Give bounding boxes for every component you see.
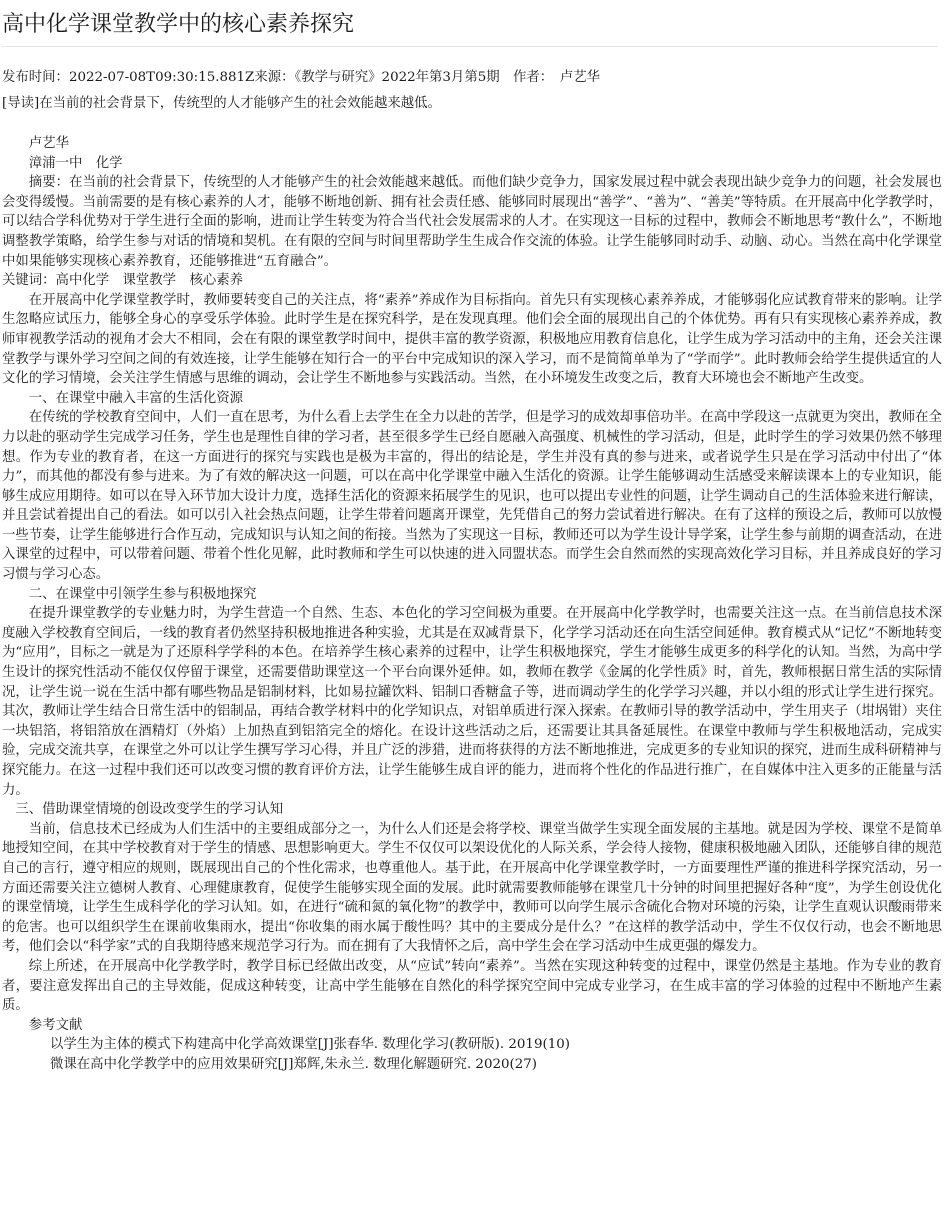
abstract: 摘要：在当前的社会背景下，传统型的人才能够产生的社会效能越来越低。而他们缺少竞争力，国家发展过程中就会表现出缺少竞争力的问题，社会发展也会变得缓慢。当前需要的是有核心素养的人才，能够不断地创新、拥有社会责任感、能够同时展现出“善学”、“善为”、“善美”等特质。在开展高中化学教学时，可以结合学科优势对于学生进行全面的影响，进而让学生转变为符合当代社会发展需求的人才。在实现这一目标的过程中，教师会不断地思考“教什么”，不断地调整教学策略，给学生参与对话的情境和契机。在有限的空间与时间里帮助学生生成合作交流的体验。让学生能够同时动手、动脑、动心。当然在高中化学课堂中如果能够实现核心素养教育，还能够推进“五育融合”。: [2, 175, 942, 269]
section-body-2: 在提升课堂教学的专业魅力时，为学生营造一个自然、生态、本色化的学习空间极为重要。在开展高中化学教学时，也需要关注这一点。在当前信息技术深度融入学校教育空间后，一线的教育者仍然坚持积极地推进各种实验，尤其是在双减背景下，化学学习活动还在向生活空间延伸。教育模式从“记忆”不断地转变为“应用”，目标之一就是为了还原科学学科的本色。在培养学生核心素养的过程中，让学生积极地探究，学生才能够生成更多的科学化的认知。当然，为高中学生设计的探究性活动不能仅仅停留于课堂，还需要借助课堂这一个平台向课外延伸。如，教师在教学《金属的化学性质》时，首先，教师根据日常生活的实际情况，让学生说一说在生活中都有哪些物品是铝制材料，比如易拉罐饮料、铝制口香糖盒子等，进而调动学生的化学学习兴趣，并以小组的形式让学生进行探究。其次，教师让学生结合日常生活中的铝制品，再结合教学材料中的化学知识点，对铝单质进行深入探索。在教师引导的教学活动中，学生用夹子（坩埚钳）夹住一块铝箔，将铝箔放在酒精灯（外焰）上加热直到铝箔完全的熔化。在设计这些活动之后，还需要让其具备延展性。在课堂中教师与学生积极地活动，完成实验，完成交流共享，在课堂之外可以让学生撰写学习心得，并且广泛的涉猎，进而将获得的方法不断地推进，完成更多的专业知识的探究，进而生成科研精神与探究能力。在这一过程中我们还可以改变习惯的教育评价方法，让学生能够生成自评的能力，进而将个性化的作品进行推广，在自媒体中注入更多的正能量与活力。: [2, 606, 942, 798]
reference-item: 以学生为主体的模式下构建高中化学高效课堂[J]张春华. 数理化学习(教研版). 2019(10): [50, 1037, 570, 1053]
author-name: 卢艺华: [28, 136, 69, 151]
article-meta: 发布时间：2022-07-08T09:30:15.881Z来源：《教学与研究》2022年第3月第5期 作者： 卢艺华: [2, 70, 601, 85]
references-heading: 参考文献: [28, 1017, 83, 1033]
section-heading-2: 二、在课堂中引领学生参与积极地探究: [28, 586, 257, 602]
intro-paragraph: 在开展高中化学课堂教学时，教师要转变自己的关注点，将“素养”养成作为目标指向。首先只有实现核心素养养成，才能够弱化应试教育带来的影响。让学生忽略应试压力，能够全身心的享受乐学体验。此时学生是在探究科学，是在发现真理。他们会全面的展现出自己的个体优势。再有只有实现核心素养养成，教师审视教学活动的视角才会大不相同，会在有限的课堂教学时间中，提供丰富的教学资源，积极地应用教育信息化，让学生成为学习活动中的主角，还会关注课堂教学与课外学习空间之间的有效连接，让学生能够在知行合一的平台中完成知识的深入学习，而不是简简单单为了“学而学”。此时教师会给学生提供适宜的人文化的学习情境，会关注学生情感与思维的调动，会让学生不断地参与实践活动。当然，在小环境发生改变之后，教育大环境也会不断地产生改变。: [2, 292, 942, 387]
section-heading-3: 三、借助课堂情境的创设改变学生的学习认知: [15, 802, 284, 818]
page-title: 高中化学课堂教学中的核心素养探究: [2, 8, 938, 47]
conclusion-paragraph: 综上所述，在开展高中化学教学时，教学目标已经做出改变，从“应试”转向“素养”。当然在实现这种转变的过程中，课堂仍然是主基地。作为专业的教育者，要注意发挥出自己的主导效能，促成这种转变，让高中学生能够在自然化的科学探究空间中完成专业学习，在生成丰富的学习体验的过程中不断地产生素质。: [2, 958, 942, 1014]
author-affiliation: 漳浦一中 化学: [28, 155, 123, 171]
article-lead: [导读]在当前的社会背景下，传统型的人才能够产生的社会效能越来越低。: [2, 96, 441, 111]
section-body-3: 当前，信息技术已经成为人们生活中的主要组成部分之一，为什么人们还是会将学校、课堂当做学生实现全面发展的主基地。就是因为学校、课堂不是简单地授知空间，在其中学校教育对于学生的情感、思想影响更大。学生不仅仅可以架设优化的人际关系，学会待人接物，健康积极地融入团队，还能够自律的规范自己的言行，遵守相应的规则，既展现出自己的个性化需求，也尊重他人。基于此，在开展高中化学课堂教学时，一方面要理性严谨的推进科学探究活动，另一方面还需要关注立德树人教育、心理健康教育，促使学生能够实现全面的发展。此时就需要教师能够在课堂几十分钟的时间里把握好各种“度”，为学生创设优化的课堂情境，让学生生成科学化的学习认知。如，在进行“硫和氮的氧化物”的教学中，教师可以向学生展示含硫化合物对环境的污染，让学生直观认识酸雨带来的危害。也可以组织学生在课前收集雨水，提出“你收集的雨水属于酸性吗？其中的主要成分是什么？”在这样的教学活动中，学生不仅仅行动，也会不断地思考，他们会以“科学家”式的自我期待感来规范学习行为。而在拥有了大我情怀之后，高中学生会在学习活动中生成更强的爆发力。: [2, 821, 942, 955]
keywords: 关键词：高中化学 课堂教学 核心素养: [2, 273, 244, 289]
section-heading-1: 一、在课堂中融入丰富的生活化资源: [28, 390, 244, 406]
reference-item: 微课在高中化学教学中的应用效果研究[J]郑辉,朱永兰. 数理化解题研究. 2020(27): [50, 1056, 537, 1072]
article-body: [2, 134, 942, 1075]
section-body-1: 在传统的学校教育空间中，人们一直在思考，为什么看上去学生在全力以赴的苦学，但是学习的成效却事倍功半。在高中学段这一点就更为突出，教师在全力以赴的驱动学生完成学习任务，学生也是理性自律的学习者，甚至很多学生已经自愿融入高强度、机械性的学习活动，但是，此时学生的学习效果仍然不够理想。作为专业的教育者，在这一方面进行的探究与实践也是极为丰富的，得出的结论是，学生并没有真的参与进来，或者说学生只是在学习活动中付出了“体力”，而其他的都没有参与进来。为了有效的解决这一问题，可以在高中化学课堂中融入生活化的资源。让学生能够调动生活感受来解读课本上的专业知识，能够生成应用期待。如可以在导入环节加大设计力度，选择生活化的资源来拓展学生的见识，也可以提出专业性的问题，让学生调动自己的生活体验来进行解读，并且尝试着提出自己的看法。如可以引入社会热点问题，让学生带着问题离开课堂，先凭借自己的努力尝试着进行解决。在有了这样的预设之后，教师可以放慢一些节奏，让学生能够进行合作互动，完成知识与认知之间的衔接。当然为了实现这一目标，教师还可以为学生设计导学案，让学生参与前期的调查活动，在进入课堂的过程中，可以带着问题、带着个性化见解，此时教师和学生可以快速的进入同盟状态。而学生会自然而然的实现高效化学习目标，并且养成良好的学习习惯与学习心态。: [2, 410, 942, 583]
